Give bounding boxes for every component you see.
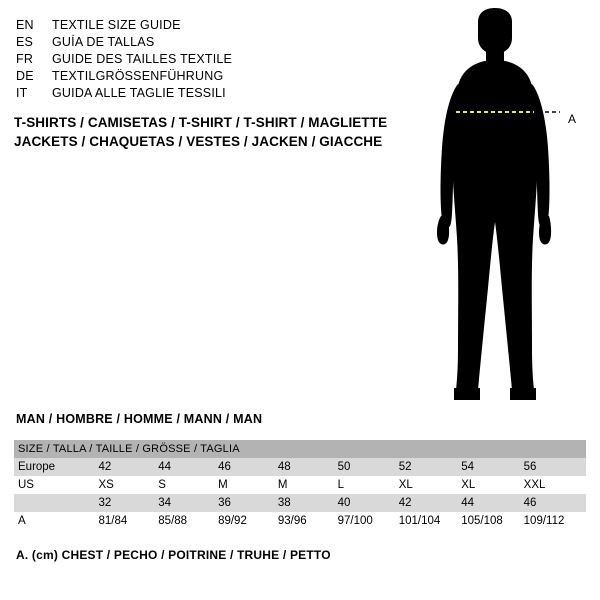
garment-category-list: [14, 113, 414, 151]
table-cell: M: [278, 476, 338, 494]
table-cell: 56: [524, 458, 586, 476]
table-title: MAN / HOMBRE / HOMME / MANN / MAN: [16, 412, 263, 426]
language-title-list: [16, 18, 376, 103]
row-label: A: [14, 512, 99, 530]
language-code: FR: [16, 52, 34, 66]
table-cell: M: [218, 476, 278, 494]
table-cell: L: [338, 476, 399, 494]
language-code: ES: [16, 35, 34, 49]
category-tshirts: T-SHIRTS / CAMISETAS / T-SHIRT / T-SHIRT / MAGLIETTE: [14, 115, 388, 130]
row-label: US: [14, 476, 99, 494]
table-cell: 48: [278, 458, 338, 476]
language-row: [16, 69, 376, 86]
language-title: GUIDE DES TAILLES TEXTILE: [52, 52, 233, 66]
table-cell: XL: [461, 476, 523, 494]
language-row: [16, 86, 376, 103]
table-cell: XS: [99, 476, 159, 494]
table-cell: 54: [461, 458, 523, 476]
language-row: [16, 18, 376, 35]
table-cell: 42: [399, 494, 461, 512]
language-title: GUÍA DE TALLAS: [52, 35, 155, 49]
measurement-footnote: A. (cm) CHEST / PECHO / POITRINE / TRUHE / PETTO: [16, 548, 331, 562]
table-cell: XXL: [524, 476, 586, 494]
table-cell: S: [158, 476, 218, 494]
table-cell: 97/100: [338, 512, 399, 530]
row-label: Europe: [14, 458, 99, 476]
language-title: TEXTILGRÖSSENFÜHRUNG: [52, 69, 224, 83]
table-cell: 85/88: [158, 512, 218, 530]
table-header-row: [14, 440, 586, 458]
table-cell: 46: [524, 494, 586, 512]
language-row: [16, 35, 376, 52]
table-row: [14, 458, 586, 476]
table-cell: 46: [218, 458, 278, 476]
language-code: DE: [16, 69, 34, 83]
table-cell: 50: [338, 458, 399, 476]
language-code: EN: [16, 18, 34, 32]
language-code: IT: [16, 86, 28, 100]
table-cell: 52: [399, 458, 461, 476]
category-jackets: JACKETS / CHAQUETAS / VESTES / JACKEN / GIACCHE: [14, 134, 383, 149]
table-cell: 32: [99, 494, 159, 512]
figure-silhouette-icon: [400, 8, 600, 408]
language-row: [16, 52, 376, 69]
table-cell: 34: [158, 494, 218, 512]
chest-callout-label: A: [568, 112, 578, 126]
table-cell: 44: [461, 494, 523, 512]
table-header-label: SIZE / TALLA / TAILLE / GRÖSSE / TAGLIA: [14, 440, 586, 458]
table-cell: 89/92: [218, 512, 278, 530]
table-cell: 38: [278, 494, 338, 512]
table-cell: 40: [338, 494, 399, 512]
table-row: [14, 494, 586, 512]
size-table: [14, 440, 586, 530]
table-row: [14, 476, 586, 494]
table-cell: 44: [158, 458, 218, 476]
language-title: GUIDA ALLE TAGLIE TESSILI: [52, 86, 226, 100]
table-row: [14, 512, 586, 530]
row-label: [14, 494, 99, 512]
table-cell: 101/104: [399, 512, 461, 530]
table-cell: 105/108: [461, 512, 523, 530]
table-cell: 81/84: [99, 512, 159, 530]
male-figure-illustration: [400, 8, 600, 408]
table-cell: XL: [399, 476, 461, 494]
table-cell: 36: [218, 494, 278, 512]
table-cell: 93/96: [278, 512, 338, 530]
table-cell: 109/112: [524, 512, 586, 530]
table-cell: 42: [99, 458, 159, 476]
language-title: TEXTILE SIZE GUIDE: [52, 18, 181, 32]
